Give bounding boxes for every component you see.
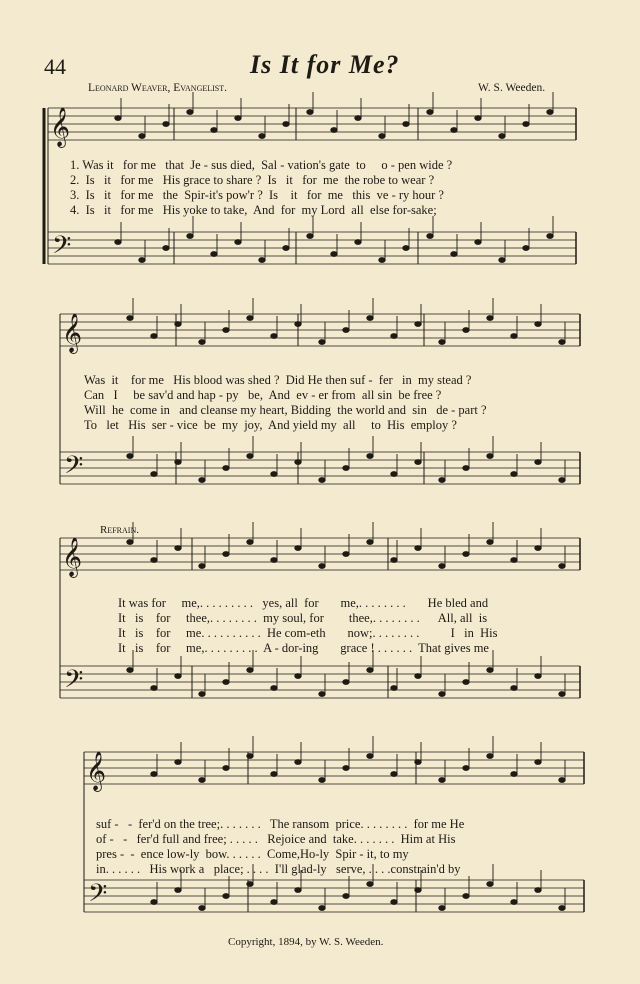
bass-note — [295, 460, 301, 465]
bass-note — [367, 454, 373, 459]
bass-note — [367, 882, 373, 887]
refrain-line: It is for me. . . . . . . . . . He com-eth now;. . . . . . . . I in His — [118, 626, 498, 640]
bass-note — [223, 466, 229, 471]
bass-note — [199, 478, 205, 483]
treble-note — [139, 134, 145, 139]
bass-note — [463, 466, 469, 471]
composer-credit: W. S. Weeden. — [478, 82, 546, 94]
bass-note — [115, 240, 121, 245]
treble-note — [475, 116, 481, 121]
bass-note — [511, 900, 517, 905]
verse-line: Will he come in and cleanse my heart, Bidding the world and sin de - part ? — [84, 403, 487, 417]
treble-note — [307, 110, 313, 115]
bass-note — [175, 460, 181, 465]
treble-note — [247, 316, 253, 321]
treble-note — [319, 340, 325, 345]
bass-note — [343, 894, 349, 899]
treble-note — [271, 334, 277, 339]
treble-note — [367, 754, 373, 759]
bass-clef: 𝄢 — [52, 231, 72, 266]
bass-note — [403, 246, 409, 251]
refrain-line: It is for me,. . . . . . . . . A - dor-ing grace ! . . . . . . That gives me — [118, 641, 489, 655]
bass-note — [319, 478, 325, 483]
bass-note — [391, 900, 397, 905]
treble-note — [355, 116, 361, 121]
bass-note — [559, 478, 565, 483]
treble-note — [487, 754, 493, 759]
verse-line: Can I be sav'd and hap - py be, And ev - er from all sin be free ? — [84, 388, 442, 402]
treble-note — [487, 540, 493, 545]
bass-note — [559, 692, 565, 697]
bass-note — [463, 894, 469, 899]
bass-note — [499, 258, 505, 263]
treble-note — [175, 760, 181, 765]
treble-note — [391, 772, 397, 777]
treble-note — [319, 778, 325, 783]
bass-note — [487, 454, 493, 459]
bass-note — [415, 674, 421, 679]
bass-note — [295, 888, 301, 893]
treble-note — [415, 760, 421, 765]
bass-note — [487, 668, 493, 673]
treble-note — [211, 128, 217, 133]
treble-note — [463, 328, 469, 333]
bass-note — [379, 258, 385, 263]
treble-note — [439, 778, 445, 783]
bass-note — [487, 882, 493, 887]
bass-note — [307, 234, 313, 239]
treble-note — [535, 322, 541, 327]
treble-note — [199, 778, 205, 783]
bass-note — [355, 240, 361, 245]
bass-note — [223, 894, 229, 899]
bass-note — [391, 686, 397, 691]
bass-note — [475, 240, 481, 245]
bass-note — [439, 478, 445, 483]
bass-clef: 𝄢 — [88, 879, 108, 914]
verse-line: To let His ser - vice be my joy, And yield my all to His employ ? — [84, 418, 457, 432]
bass-note — [439, 692, 445, 697]
bass-note — [271, 900, 277, 905]
bass-note — [187, 234, 193, 239]
treble-note — [439, 340, 445, 345]
treble-note — [187, 110, 193, 115]
treble-note — [523, 122, 529, 127]
bass-note — [523, 246, 529, 251]
treble-note — [487, 316, 493, 321]
bass-note — [511, 686, 517, 691]
verse-line: 4. Is it for me His yoke to take, And for my Lord all else for-sake; — [70, 203, 437, 217]
bass-note — [175, 674, 181, 679]
bass-note — [271, 686, 277, 691]
treble-note — [271, 558, 277, 563]
refrain-line: of - - fer'd full and free; . . . . . Rejoice and take. . . . . . . Him at His — [96, 832, 456, 846]
bass-note — [211, 252, 217, 257]
verse-line: Was it for me His blood was shed ? Did He then suf - fer in my stead ? — [84, 373, 472, 387]
verse-line: 3. Is it for me the Spir-it's pow'r ? Is it for me this ve - ry hour ? — [70, 188, 444, 202]
bass-note — [235, 240, 241, 245]
treble-note — [175, 546, 181, 551]
treble-note — [415, 546, 421, 551]
bass-note — [151, 900, 157, 905]
treble-note — [415, 322, 421, 327]
treble-note — [511, 334, 517, 339]
treble-note — [223, 328, 229, 333]
bass-note — [535, 888, 541, 893]
treble-clef: 𝄞 — [62, 537, 83, 577]
lyricist-credit: Leonard Weaver, Evangelist. — [88, 82, 228, 94]
refrain-line: It was for me,. . . . . . . . . yes, all for me,. . . . . . . . He bled and — [118, 596, 489, 610]
treble-note — [559, 340, 565, 345]
bass-note — [343, 680, 349, 685]
bass-note — [223, 680, 229, 685]
treble-note — [379, 134, 385, 139]
bass-note — [319, 692, 325, 697]
treble-note — [283, 122, 289, 127]
page-number: 44 — [44, 54, 66, 79]
refrain-line: pres - - ence low-ly bow. . . . . . Come,Ho-ly Spir - it, to my — [96, 847, 409, 861]
treble-note — [175, 322, 181, 327]
bass-note — [451, 252, 457, 257]
bass-clef: 𝄢 — [64, 665, 84, 700]
treble-note — [199, 564, 205, 569]
verse-line: 1. Was it for me that Je - sus died, Sal - vation's gate to o - pen wide ? — [70, 158, 453, 172]
hymn-title: Is It for Me? — [250, 50, 400, 79]
treble-note — [295, 322, 301, 327]
treble-note — [235, 116, 241, 121]
treble-note — [247, 540, 253, 545]
bass-note — [247, 668, 253, 673]
bass-note — [271, 472, 277, 477]
bass-note — [439, 906, 445, 911]
treble-note — [151, 558, 157, 563]
treble-note — [367, 316, 373, 321]
treble-note — [439, 564, 445, 569]
bass-note — [391, 472, 397, 477]
refrain-line: in. . . . . . His work a place; . . . . I'll glad-ly serve, . . . .constrain'd by — [96, 862, 461, 876]
bass-note — [547, 234, 553, 239]
treble-note — [367, 540, 373, 545]
refrain-line: It is for thee,. . . . . . . . my soul, for thee,. . . . . . . . All, all is — [118, 611, 488, 625]
bass-note — [295, 674, 301, 679]
treble-note — [199, 340, 205, 345]
treble-note — [511, 558, 517, 563]
treble-note — [223, 552, 229, 557]
bass-note — [139, 258, 145, 263]
treble-note — [295, 546, 301, 551]
bass-note — [415, 460, 421, 465]
treble-clef: 𝄞 — [62, 313, 83, 353]
treble-note — [163, 122, 169, 127]
treble-note — [151, 334, 157, 339]
treble-note — [559, 564, 565, 569]
bass-clef: 𝄢 — [64, 451, 84, 486]
treble-note — [463, 552, 469, 557]
treble-note — [499, 134, 505, 139]
bass-note — [151, 472, 157, 477]
treble-note — [247, 754, 253, 759]
treble-note — [463, 766, 469, 771]
treble-note — [511, 772, 517, 777]
bass-note — [559, 906, 565, 911]
bass-note — [151, 686, 157, 691]
bass-note — [463, 680, 469, 685]
treble-note — [343, 766, 349, 771]
bass-note — [535, 674, 541, 679]
treble-note — [535, 546, 541, 551]
bass-note — [163, 246, 169, 251]
treble-note — [559, 778, 565, 783]
bass-note — [427, 234, 433, 239]
treble-note — [319, 564, 325, 569]
treble-note — [271, 772, 277, 777]
treble-note — [427, 110, 433, 115]
refrain-label: Refrain. — [100, 524, 139, 536]
refrain-line: suf - - fer'd on the tree;. . . . . . . The ransom price. . . . . . . . for me He — [96, 817, 465, 831]
treble-note — [127, 316, 133, 321]
treble-note — [343, 552, 349, 557]
bass-note — [199, 906, 205, 911]
bass-note — [199, 692, 205, 697]
treble-clef: 𝄞 — [50, 107, 71, 147]
bass-note — [127, 454, 133, 459]
bass-note — [511, 472, 517, 477]
verse-line: 2. Is it for me His grace to share ? Is it for me the robe to wear ? — [70, 173, 435, 187]
treble-clef: 𝄞 — [86, 751, 107, 791]
bass-note — [259, 258, 265, 263]
bass-note — [127, 668, 133, 673]
treble-note — [331, 128, 337, 133]
treble-note — [295, 760, 301, 765]
bass-note — [331, 252, 337, 257]
bass-note — [319, 906, 325, 911]
copyright-notice: Copyright, 1894, by W. S. Weeden. — [228, 936, 384, 948]
bass-note — [535, 460, 541, 465]
bass-note — [343, 466, 349, 471]
treble-note — [547, 110, 553, 115]
treble-note — [259, 134, 265, 139]
bass-note — [247, 454, 253, 459]
bass-note — [247, 882, 253, 887]
bass-note — [283, 246, 289, 251]
treble-note — [343, 328, 349, 333]
treble-note — [391, 334, 397, 339]
treble-note — [451, 128, 457, 133]
treble-note — [403, 122, 409, 127]
treble-note — [391, 558, 397, 563]
treble-note — [151, 772, 157, 777]
treble-note — [127, 540, 133, 545]
bass-note — [367, 668, 373, 673]
treble-note — [535, 760, 541, 765]
treble-note — [115, 116, 121, 121]
bass-note — [415, 888, 421, 893]
bass-note — [175, 888, 181, 893]
treble-note — [223, 766, 229, 771]
